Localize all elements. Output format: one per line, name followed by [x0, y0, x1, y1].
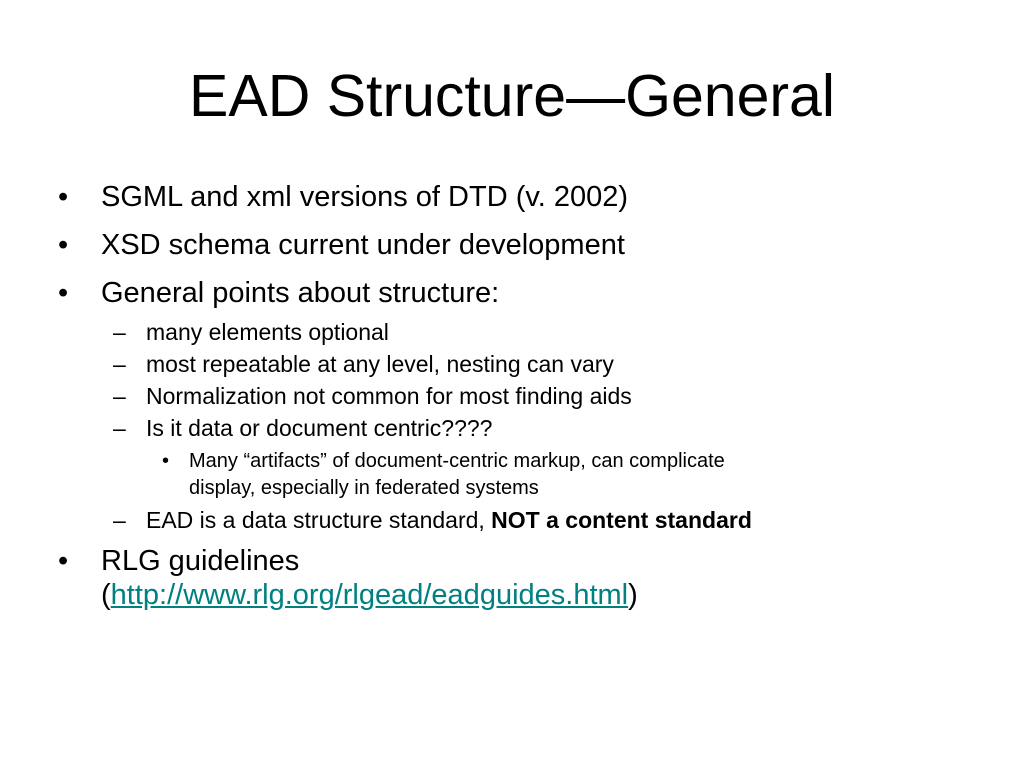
bullet-item [58, 544, 958, 612]
emphasis-text: NOT a content standard [491, 507, 752, 533]
dash-marker: – [113, 351, 126, 377]
slide-title: EAD Structure—General [189, 63, 835, 129]
sub-bullet-item [58, 414, 958, 442]
close-paren: ) [628, 579, 638, 611]
sub-sub-bullet-item [58, 448, 958, 502]
bullet-item [58, 180, 958, 214]
sub-bullet-item [58, 350, 958, 378]
sub-bullet-item [58, 318, 958, 346]
dash-marker: – [113, 383, 126, 409]
sub-bullet-text: many elements optional [146, 319, 389, 345]
bullet-text: XSD schema current under development [101, 229, 625, 261]
dash-marker: – [113, 319, 126, 345]
bullet-item [58, 276, 958, 310]
open-paren: ( [101, 579, 111, 611]
bullet-marker: • [58, 545, 69, 577]
slide-content [58, 180, 958, 626]
sub-bullet-item [58, 382, 958, 410]
bullet-item [58, 228, 958, 262]
bullet-text: SGML and xml versions of DTD (v. 2002) [101, 181, 628, 213]
sub-bullet-text: Normalization not common for most finding aids [146, 383, 632, 409]
sub-bullet-text: Is it data or document centric???? [146, 415, 493, 441]
dash-marker: – [113, 415, 126, 441]
sub-bullet-text: most repeatable at any level, nesting can vary [146, 351, 614, 377]
sub-bullet-item [58, 506, 958, 534]
bullet-marker: • [58, 229, 69, 261]
sub-sub-bullet-line2: display, especially in federated systems [189, 477, 539, 499]
bullet-text: General points about structure: [101, 277, 500, 309]
sub-bullet-text: EAD is a data structure standard, [146, 507, 492, 533]
dash-marker: – [113, 507, 126, 533]
bullet-marker: • [162, 450, 170, 472]
bullet-marker: • [58, 277, 69, 309]
bullet-text: RLG guidelines [101, 545, 300, 577]
rlg-guidelines-link[interactable]: http://www.rlg.org/rlgead/eadguides.html [110, 579, 629, 611]
bullet-marker: • [58, 181, 69, 213]
sub-sub-bullet-line1: Many “artifacts” of document-centric markup, can complicate [189, 450, 725, 472]
